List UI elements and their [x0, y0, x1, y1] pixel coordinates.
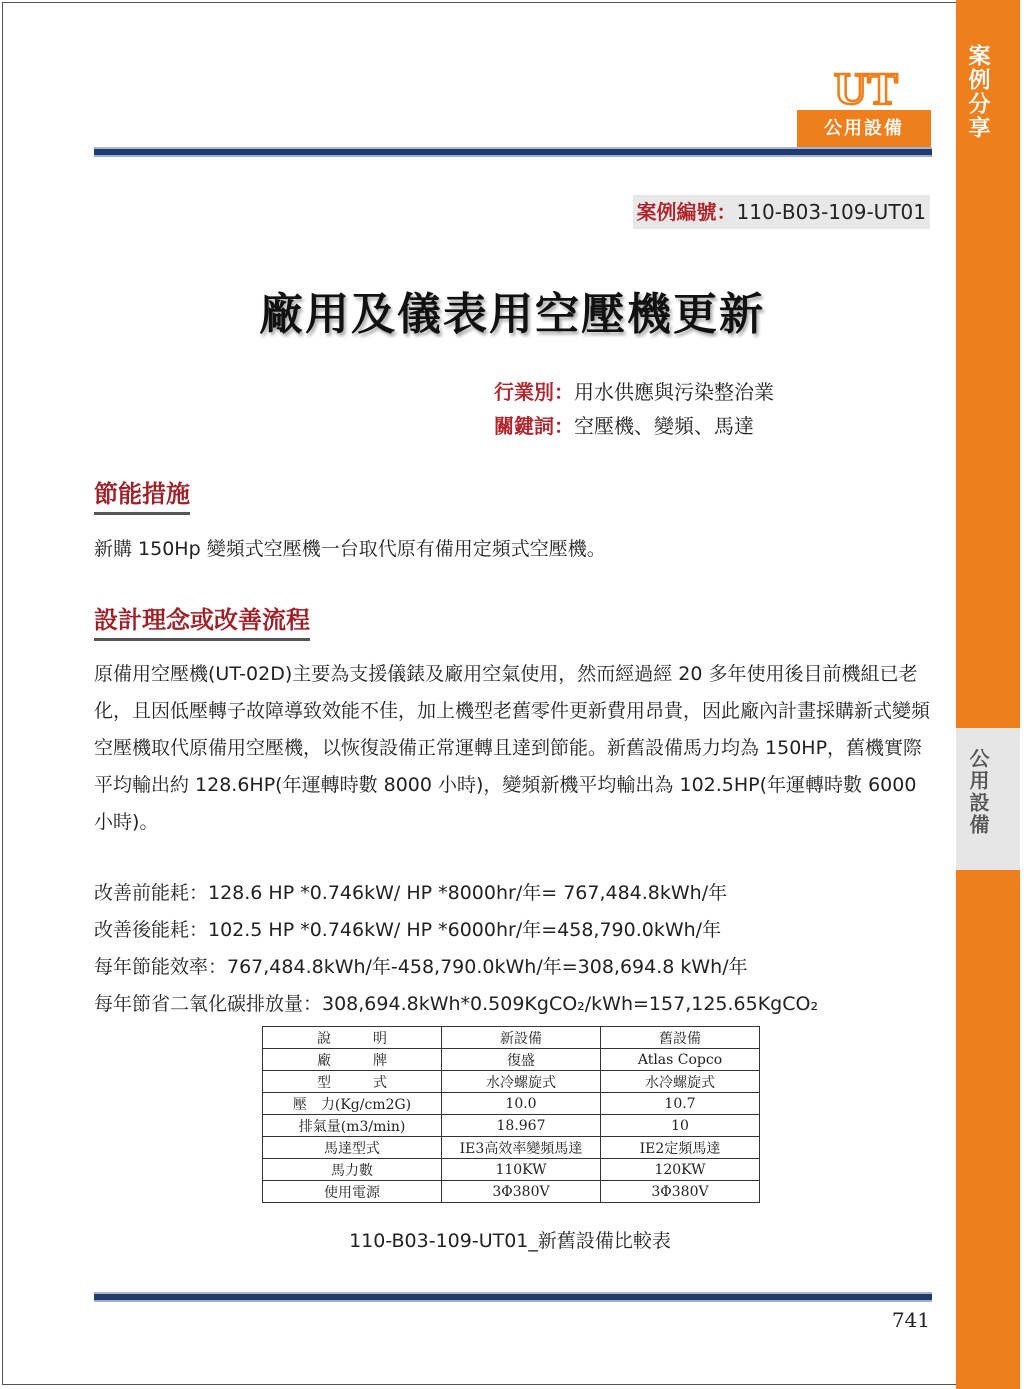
table-cell: 使用電源: [263, 1181, 442, 1203]
table-row: [263, 1049, 760, 1071]
side-tab-case-share: 案例分享: [965, 44, 990, 140]
table-cell: 馬力數: [263, 1159, 442, 1181]
table-cell: 型 式: [263, 1071, 442, 1093]
header-rule: [94, 147, 932, 155]
table-cell: 廠 牌: [263, 1049, 442, 1071]
keywords-line: [494, 410, 754, 439]
case-number: [633, 195, 930, 229]
table-row: [263, 1137, 760, 1159]
table-cell: 18.967: [442, 1115, 601, 1137]
industry-value: 用水供應與污染整治業: [574, 380, 774, 404]
table-row: [263, 1115, 760, 1137]
keywords-label: 關鍵詞：: [494, 414, 574, 438]
footer-rule: [94, 1292, 932, 1300]
table-row: [263, 1181, 760, 1203]
page-number: 741: [891, 1308, 930, 1332]
table-cell: 復盛: [442, 1049, 601, 1071]
table-cell: 10.7: [601, 1093, 760, 1115]
section-heading-design: 設計理念或改善流程: [94, 600, 310, 641]
design-paragraph: 原備用空壓機(UT-02D)主要為支援儀錶及廠用空氣使用，然而經過經 20 多年使用後目前機組已老化，且因低壓轉子故障導致效能不佳，加上機型老舊零件更新費用昂貴，因此廠內計畫採購新式變頻空壓機取代原備用空壓機，以恢復設備正常運轉且達到節能。新舊設備馬力均為 150HP，舊機實際平均輸出約 128.6HP(年運轉時數 8000 小時)，變頻新機平均輸出為 102.5HP(年運轉時數 6000 小時)。: [94, 663, 931, 833]
table-cell: 120KW: [601, 1159, 760, 1181]
ut-logo-icon: [806, 66, 926, 110]
table-cell: IE3高效率變頻馬達: [442, 1137, 601, 1159]
table-row: [263, 1093, 760, 1115]
table-cell: IE2定頻馬達: [601, 1137, 760, 1159]
measures-paragraph: 新購 150Hp 變頻式空壓機一台取代原有備用定頻式空壓機。: [94, 538, 606, 560]
case-number-label: 案例編號：: [636, 200, 737, 224]
calc-line-savings: 每年節能效率：767,484.8kWh/年-458,790.0kWh/年=308,694.8 kWh/年: [94, 956, 748, 978]
industry-line: [494, 376, 774, 405]
table-row: [263, 1159, 760, 1181]
table-cell: Atlas Copco: [601, 1049, 760, 1071]
table-cell: 馬達型式: [263, 1137, 442, 1159]
table-cell: 壓 力(Kg/cm2G): [263, 1093, 442, 1115]
calc-line-co2: 每年節省二氧化碳排放量：308,694.8kWh*0.509KgCO₂/kWh=157,125.65KgCO₂: [94, 993, 819, 1015]
table-row: [263, 1071, 760, 1093]
table-caption: [0, 1226, 1024, 1253]
side-tab-category: 公用設備: [966, 748, 990, 836]
table-cell: 新設備: [442, 1027, 601, 1049]
table-caption-text: 110-B03-109-UT01_新舊設備比較表: [349, 1230, 671, 1252]
keywords-value: 空壓機、變頻、馬達: [574, 414, 754, 438]
section-heading-measures: 節能措施: [94, 474, 190, 515]
table-cell: 10: [601, 1115, 760, 1137]
page-title: 廠用及儀表用空壓機更新: [259, 289, 765, 340]
table-cell: 3Φ380V: [601, 1181, 760, 1203]
industry-label: 行業別：: [494, 380, 574, 404]
table-cell: 說 明: [263, 1027, 442, 1049]
side-tab-bar: [956, 0, 1020, 1389]
table-cell: 水冷螺旋式: [442, 1071, 601, 1093]
table-row: [263, 1027, 760, 1049]
case-number-value: 110-B03-109-UT01: [736, 200, 926, 224]
table-cell: 排氣量(m3/min): [263, 1115, 442, 1137]
category-badge: 公用設備: [797, 110, 931, 148]
table-cell: 3Φ380V: [442, 1181, 601, 1203]
calc-line-after: 改善後能耗：102.5 HP *0.746kW/ HP *6000hr/年=458,790.0kWh/年: [94, 919, 722, 941]
table-cell: 10.0: [442, 1093, 601, 1115]
table-cell: 水冷螺旋式: [601, 1071, 760, 1093]
table-cell: 舊設備: [601, 1027, 760, 1049]
table-cell: 110KW: [442, 1159, 601, 1181]
calc-line-before: 改善前能耗：128.6 HP *0.746kW/ HP *8000hr/年= 767,484.8kWh/年: [94, 882, 728, 904]
svg-text:UT: UT: [834, 66, 898, 110]
equipment-comparison-table: [262, 1026, 760, 1203]
